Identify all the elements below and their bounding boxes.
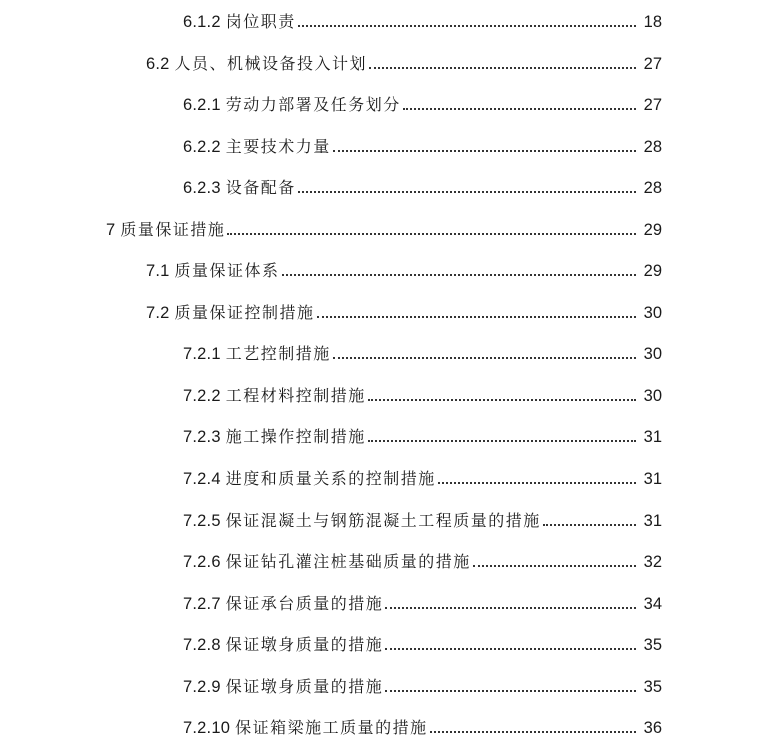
- dot-leader: [438, 482, 636, 484]
- toc-entry-number: 6.2.3: [183, 179, 221, 197]
- toc-entry-title: 设备配备: [225, 178, 296, 197]
- toc-entry-title: 保证墩身质量的措施: [225, 635, 384, 654]
- toc-entry-6-2-1[interactable]: [183, 89, 662, 115]
- dot-leader: [430, 731, 636, 733]
- toc-entry-page: 29: [643, 221, 662, 239]
- toc-entry-number: 7.2.2: [183, 387, 221, 405]
- toc-entry-page: 31: [643, 428, 662, 446]
- toc-entry-number: 6.2.2: [183, 138, 221, 156]
- toc-entry-number: 6.2: [146, 55, 170, 73]
- toc-entry-number: 7.2.4: [183, 470, 221, 488]
- toc-entry-number: 7.2.7: [183, 595, 221, 613]
- toc-entry-number: 7.2.5: [183, 512, 221, 530]
- dot-leader: [473, 565, 636, 567]
- toc-entry-title: 质量保证控制措施: [174, 303, 315, 322]
- dot-leader: [333, 357, 636, 359]
- toc-entry-7-2-7[interactable]: [183, 588, 662, 614]
- dot-leader: [298, 191, 636, 193]
- toc-entry-title: 工程材料控制措施: [225, 386, 366, 405]
- toc-entry-7-2-8[interactable]: [183, 629, 662, 655]
- toc-entry-page: 27: [643, 55, 662, 73]
- toc-entry-7-2-5[interactable]: [183, 505, 662, 531]
- toc-entry-page: 34: [643, 595, 662, 613]
- toc-entry-page: 31: [643, 470, 662, 488]
- dot-leader: [368, 399, 636, 401]
- toc-entry-title: 岗位职责: [225, 12, 296, 31]
- toc-entry-title: 劳动力部署及任务划分: [225, 95, 401, 114]
- toc-entry-page: 30: [643, 345, 662, 363]
- toc-entry-7-2-1[interactable]: [183, 338, 662, 364]
- toc-entry-title: 保证钻孔灌注桩基础质量的措施: [225, 552, 471, 571]
- toc-entry-title: 保证混凝土与钢筋混凝土工程质量的措施: [225, 511, 541, 530]
- toc-entry-7-2-2[interactable]: [183, 380, 662, 406]
- toc-entry-7-2-10[interactable]: [183, 712, 662, 738]
- toc-entry-6-2-3[interactable]: [183, 172, 662, 198]
- toc-entry-title: 保证箱梁施工质量的措施: [235, 718, 428, 737]
- toc-entry-number: 6.2.1: [183, 96, 221, 114]
- toc-entry-number: 7.2.6: [183, 553, 221, 571]
- toc-entry-page: 31: [643, 512, 662, 530]
- toc-entry-page: 28: [643, 179, 662, 197]
- toc-entry-page: 29: [643, 262, 662, 280]
- toc-entry-page: 35: [643, 678, 662, 696]
- toc-entry-page: 35: [643, 636, 662, 654]
- toc-entry-title: 人员、机械设备投入计划: [174, 54, 368, 73]
- toc-entry-title: 保证墩身质量的措施: [225, 677, 384, 696]
- toc-entry-page: 36: [643, 719, 662, 737]
- toc-entry-title: 质量保证措施: [120, 220, 226, 239]
- toc-entry-page: 30: [643, 387, 662, 405]
- toc-entry-7-2-6[interactable]: [183, 546, 662, 572]
- dot-leader: [543, 524, 636, 526]
- toc-entry-6-2-2[interactable]: [183, 131, 662, 157]
- dot-leader: [385, 607, 636, 609]
- toc-entry-number: 7.2.3: [183, 428, 221, 446]
- toc-entry-6-1-2[interactable]: [183, 6, 662, 32]
- toc-entry-number: 7.1: [146, 262, 170, 280]
- toc-entry-6-2[interactable]: [146, 48, 662, 74]
- toc-entry-title: 质量保证体系: [174, 261, 280, 280]
- dot-leader: [333, 150, 636, 152]
- toc-entry-page: 32: [643, 553, 662, 571]
- toc-entry-number: 7.2.8: [183, 636, 221, 654]
- toc-entry-title: 施工操作控制措施: [225, 427, 366, 446]
- toc-entry-7[interactable]: [106, 214, 662, 240]
- toc-entry-7-1[interactable]: [146, 255, 662, 281]
- dot-leader: [298, 25, 636, 27]
- toc-entry-number: 7.2: [146, 304, 170, 322]
- toc-entry-title: 主要技术力量: [225, 137, 331, 156]
- toc-entry-number: 7: [106, 221, 116, 239]
- toc-entry-number: 7.2.10: [183, 719, 231, 737]
- toc-entry-7-2-3[interactable]: [183, 421, 662, 447]
- dot-leader: [227, 233, 636, 235]
- toc-entry-page: 18: [643, 13, 662, 31]
- dot-leader: [317, 316, 636, 318]
- dot-leader: [403, 108, 636, 110]
- dot-leader: [282, 274, 636, 276]
- toc-entry-page: 28: [643, 138, 662, 156]
- toc-entry-number: 7.2.1: [183, 345, 221, 363]
- toc-entry-7-2-4[interactable]: [183, 463, 662, 489]
- toc-entry-number: 6.1.2: [183, 13, 221, 31]
- toc-entry-page: 30: [643, 304, 662, 322]
- dot-leader: [385, 648, 636, 650]
- dot-leader: [368, 440, 636, 442]
- toc-entry-title: 工艺控制措施: [225, 344, 331, 363]
- toc-entry-number: 7.2.9: [183, 678, 221, 696]
- toc-entry-7-2[interactable]: [146, 297, 662, 323]
- dot-leader: [385, 690, 636, 692]
- toc-entry-title: 进度和质量关系的控制措施: [225, 469, 436, 488]
- toc-entry-7-2-9[interactable]: [183, 671, 662, 697]
- dot-leader: [369, 67, 636, 69]
- toc-entry-page: 27: [643, 96, 662, 114]
- toc-entry-title: 保证承台质量的措施: [225, 594, 384, 613]
